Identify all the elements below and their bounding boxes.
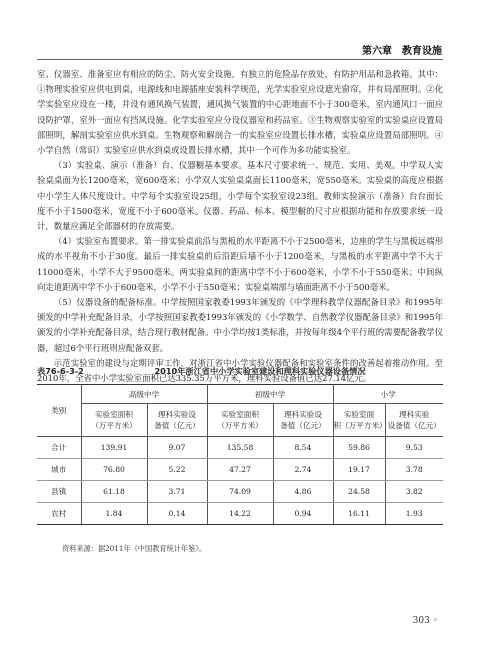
header-rule <box>37 59 443 60</box>
col-header: 理科实验设 备值（亿元） <box>147 404 207 437</box>
table-cell: 9.53 <box>385 437 443 459</box>
col-header: 实验室面积 （万平方米） <box>81 404 147 437</box>
chapter-header: 第六章 教育设施 <box>362 46 442 57</box>
col-header: 理科实验设 备值（亿元） <box>273 404 333 437</box>
table-cell: 135.58 <box>207 437 273 459</box>
table-cell: 74.09 <box>207 481 273 503</box>
table-cell: 0.94 <box>273 503 333 525</box>
table-cell: 5.22 <box>147 459 207 481</box>
row-label: 城市 <box>37 459 81 481</box>
corner-header: 类别 <box>37 385 81 437</box>
body-text <box>37 67 443 386</box>
table-cell: 1.84 <box>81 503 147 525</box>
col-header: 实验室面 积（万平方米） <box>333 404 385 437</box>
table-cell: 47.27 <box>207 459 273 481</box>
paragraph-1: 室、仪器室、准备室应有相应的防尘、防火安全设施，有独立的危险品存放处，有防护用品和急救箱。其中：①物理实验室应供电到桌，电源线和电源插座安装科学规范，光学实验室应设遮光窗帘，并有局部照明。②化学实验室应设在一楼，并设有通风换气装置，通风换气装置的中心距地面不小于300毫米，室内通风口一面应设防护罩，室外一面应有挡风设施。化学实验室应分设仪器室和药品室。③生物观察实验室的实验桌应设置局部照明，解剖实验室应供水到桌。生物观察和解剖合一的实验室应设置长排水槽，实验桌应设置局部照明。④小学自然（常识）实验室应供水到桌或设置长排水槽，其中一个可作为多功能实验室。 <box>37 69 443 156</box>
table-cell: 139.91 <box>81 437 147 459</box>
table-cell: 8.54 <box>273 437 333 459</box>
statistics-table <box>37 384 443 525</box>
table-cell: 3.71 <box>147 481 207 503</box>
table-cell: 19.17 <box>333 459 385 481</box>
table-cell: 1.93 <box>385 503 443 525</box>
table-id: 表76-6-3-2 <box>37 366 84 376</box>
row-label: 县镇 <box>37 481 81 503</box>
table-cell: 16.11 <box>333 503 385 525</box>
col-header: 实验室面积 （万平方米） <box>207 404 273 437</box>
table-cell: 14.22 <box>207 503 273 525</box>
table-cell: 3.78 <box>385 459 443 481</box>
paragraph-5: 示范实验室的建设与定期评审工作，对浙江省中小学实验仪器配备和实验室条件的改善起着推动作用。至2010年，全省中小学实验室面积已达335.35万平方米，理科实验设备值已达27.14亿元。 <box>37 357 443 384</box>
paragraph-4: （5）仪器设备的配备标准。中学按照国家教委1993年颁发的《中学理科教学仪器配备目录》和1995年颁发的中学补充配备目录，小学按照国家教委1993年颁发的《小学数学、自然教学仪器配备目录》和1995年颁发的小学补充配备目录，结合现行教材配备。中小学均按1类标准，并按每年级4个平行班的需要配备教学仪器，超过6个平行班则应配备双套。 <box>37 297 443 353</box>
table-title: 2010年浙江省中小学实验室建设和理科实验仪器设备情况 <box>154 366 366 376</box>
source-note: 资料来源：据2011年《中国教育统计年鉴》。 <box>62 544 207 553</box>
group-header-primary: 小学 <box>333 385 443 404</box>
table-cell: 59.86 <box>333 437 385 459</box>
row-label: 合计 <box>37 437 81 459</box>
table-cell: 24.58 <box>333 481 385 503</box>
table-cell: 2.74 <box>273 459 333 481</box>
table-row <box>37 459 443 481</box>
row-label: 农村 <box>51 509 67 518</box>
group-header-senior: 高级中学 <box>81 385 207 404</box>
group-header-junior: 初级中学 <box>207 385 333 404</box>
table-row <box>37 503 443 525</box>
paragraph-3: （4）实验室布置要求。第一排实验桌前沿与黑板的水平距离不小于2500毫米，边座的学生与黑板远端形成的水平视角不小于30度。最后一排实验桌的后沿距后墙不小于1200毫米，与黑板的水平距离中学不大于11000毫米，小学不大于9500毫米。两实验桌间的距离中学不小于600毫米，小学不小于550毫米；中间纵向走道距离中学不小于600毫米，小学不小于550毫米；实验桌端部与墙面距离不小于500毫米。 <box>37 236 443 292</box>
table-cell: 0.14 <box>147 503 207 525</box>
table-cell: 3.82 <box>385 481 443 503</box>
table-row <box>37 481 443 503</box>
paragraph-2: （3）实验桌、演示（准备）台、仪器橱基本要求。基本尺寸要求统一、规范、实用、美观。中学双人实验桌桌面为长1200毫米，宽600毫米；小学双人实验桌桌面长1100毫米，宽550毫米。实验桌的高度应根据中小学生人体尺度设计。中学每个实验室设25组，小学每个实验室设23组。教师实验演示（准备）台台面长度不小于1500毫米，宽度不小于600毫米。仪器、药品、标本、模型橱的尺寸应根据功能和存放要求统一设计，数量应满足全部器材的存放需要。 <box>37 160 443 232</box>
table-cell: 76.80 <box>81 459 147 481</box>
table-cell: 9.07 <box>147 437 207 459</box>
table-row <box>37 437 443 459</box>
page-number: 303 ◦ <box>412 616 438 626</box>
table-cell: 4.86 <box>273 481 333 503</box>
col-header: 理科实验 设备值（亿元） <box>385 404 443 437</box>
table-caption <box>37 366 443 377</box>
table-cell: 61.18 <box>81 481 147 503</box>
